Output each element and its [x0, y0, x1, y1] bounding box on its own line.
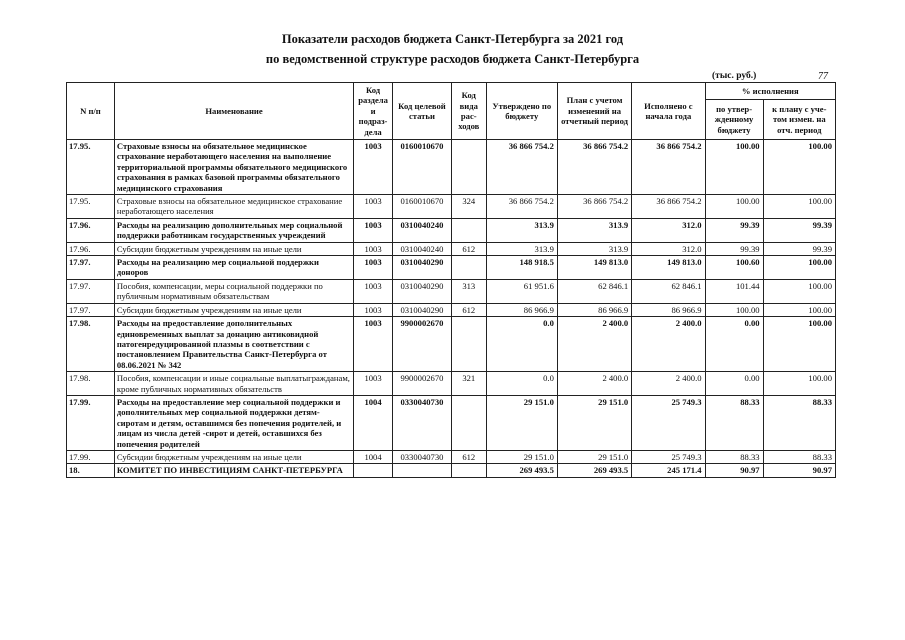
row-target-code: 9900002670: [392, 317, 451, 372]
row-name: Субсидии бюджетным учреждениям на иные цели: [114, 450, 353, 463]
table-row: [67, 279, 836, 303]
row-number: 17.96.: [67, 242, 115, 255]
row-number: 17.99.: [67, 395, 115, 450]
row-approved: 29 151.0: [486, 450, 557, 463]
table-row: [67, 303, 836, 316]
header-name: Наименование: [114, 83, 353, 140]
row-executed: 86 966.9: [632, 303, 705, 316]
row-executed: 62 846.1: [632, 279, 705, 303]
table-row: [67, 195, 836, 219]
row-approved: 36 866 754.2: [486, 195, 557, 219]
row-pct-plan: 100.00: [763, 140, 835, 195]
row-plan: 29 151.0: [557, 450, 631, 463]
row-pct-plan: 99.39: [763, 218, 835, 242]
table-row: [67, 218, 836, 242]
row-executed: 312.0: [632, 218, 705, 242]
row-kind-code: [451, 218, 486, 242]
row-name: Страховые взносы на обязательное медицинское страхование неработающего населения на выполнение территориальной программы обязательного медицинского страхования в рамках базовой программы обязательного медицинского страхования: [114, 140, 353, 195]
row-kind-code: 612: [451, 303, 486, 316]
row-pct-approved: 100.00: [705, 140, 763, 195]
row-name: Расходы на предоставление мер социальной поддержки и дополнительных мер социальной поддержки детям-сиротам и детям, оставшимся без попечения родителей, и лицам из числа детей -сирот и детей, оставшихся без попечения родителей: [114, 395, 353, 450]
table-row: [67, 372, 836, 396]
row-pct-plan: 90.97: [763, 464, 835, 477]
table-row: [67, 395, 836, 450]
row-executed: 245 171.4: [632, 464, 705, 477]
row-target-code: 0330040730: [392, 450, 451, 463]
row-section-code: 1003: [354, 317, 393, 372]
row-pct-approved: 88.33: [705, 395, 763, 450]
table-row: [67, 242, 836, 255]
row-target-code: 0310040240: [392, 218, 451, 242]
row-target-code: 0310040240: [392, 242, 451, 255]
row-executed: 36 866 754.2: [632, 140, 705, 195]
row-pct-plan: 100.00: [763, 317, 835, 372]
row-number: 17.98.: [67, 317, 115, 372]
row-kind-code: [451, 317, 486, 372]
row-name: Пособия, компенсации и иные социальные выплатыгражданам, кроме публичных нормативных обязательств: [114, 372, 353, 396]
row-name: Расходы на предоставление дополнительных единовременных выплат за донацию антиковидной патогенредуцированной плазмы в соответствии с постановлением Правительства Санкт-Петербурга от 08.06.2021 № 342: [114, 317, 353, 372]
header-num: N п/п: [67, 83, 115, 140]
row-pct-plan: 100.00: [763, 279, 835, 303]
row-kind-code: 321: [451, 372, 486, 396]
report-title-line-1: Показатели расходов бюджета Санкт-Петербурга за 2021 год: [281, 32, 624, 46]
row-target-code: 0310040290: [392, 279, 451, 303]
row-pct-approved: 88.33: [705, 450, 763, 463]
row-executed: 25 749.3: [632, 450, 705, 463]
row-approved: 0.0: [486, 372, 557, 396]
row-plan: 62 846.1: [557, 279, 631, 303]
row-pct-approved: 101.44: [705, 279, 763, 303]
row-number: 17.96.: [67, 218, 115, 242]
row-pct-approved: 0.00: [705, 372, 763, 396]
report-title-line-2: по ведомственной структуре расходов бюджета Санкт-Петербурга: [265, 52, 640, 66]
row-section-code: 1003: [354, 195, 393, 219]
header-approved: Утверждено по бюджету: [486, 83, 557, 140]
row-pct-approved: 100.60: [705, 256, 763, 280]
row-pct-plan: 100.00: [763, 195, 835, 219]
row-executed: 2 400.0: [632, 372, 705, 396]
header-executed: Исполнено с начала года: [632, 83, 705, 140]
row-number: 17.98.: [67, 372, 115, 396]
row-number: 18.: [67, 464, 115, 477]
row-approved: 313.9: [486, 218, 557, 242]
row-name: Субсидии бюджетным учреждениям на иные цели: [114, 303, 353, 316]
row-approved: 29 151.0: [486, 395, 557, 450]
row-approved: 86 966.9: [486, 303, 557, 316]
row-kind-code: [451, 395, 486, 450]
row-target-code: 0160010670: [392, 195, 451, 219]
header-target-code: Код целевой статьи: [392, 83, 451, 140]
table-row: [67, 317, 836, 372]
row-pct-approved: 90.97: [705, 464, 763, 477]
row-name: Страховые взносы на обязательное медицинское страхование неработающего населения: [114, 195, 353, 219]
row-number: 17.97.: [67, 279, 115, 303]
row-kind-code: 324: [451, 195, 486, 219]
row-number: 17.95.: [67, 140, 115, 195]
row-approved: 313.9: [486, 242, 557, 255]
table-row: [67, 140, 836, 195]
row-plan: 2 400.0: [557, 317, 631, 372]
row-approved: 0.0: [486, 317, 557, 372]
row-pct-plan: 100.00: [763, 303, 835, 316]
row-target-code: 0330040730: [392, 395, 451, 450]
row-name: Расходы на реализацию дополнительных мер социальной поддержки работникам государственных учреждений: [114, 218, 353, 242]
row-pct-plan: 99.39: [763, 242, 835, 255]
row-number: 17.97.: [67, 256, 115, 280]
row-section-code: 1003: [354, 256, 393, 280]
row-pct-approved: 99.39: [705, 218, 763, 242]
row-plan: 269 493.5: [557, 464, 631, 477]
row-kind-code: 612: [451, 450, 486, 463]
row-executed: 2 400.0: [632, 317, 705, 372]
row-plan: 149 813.0: [557, 256, 631, 280]
row-name: КОМИТЕТ ПО ИНВЕСТИЦИЯМ САНКТ-ПЕТЕРБУРГА: [114, 464, 353, 477]
row-executed: 312.0: [632, 242, 705, 255]
row-executed: 25 749.3: [632, 395, 705, 450]
row-section-code: 1004: [354, 395, 393, 450]
row-pct-approved: 100.00: [705, 303, 763, 316]
row-plan: 36 866 754.2: [557, 195, 631, 219]
expenditure-table: [66, 82, 836, 478]
header-pct-plan: к плану с уче-том измен. на отч. период: [763, 100, 835, 140]
row-section-code: 1003: [354, 279, 393, 303]
header-kind-code: Код вида рас-ходов: [451, 83, 486, 140]
row-kind-code: [451, 464, 486, 477]
row-approved: 36 866 754.2: [486, 140, 557, 195]
row-target-code: 0160010670: [392, 140, 451, 195]
row-plan: 86 966.9: [557, 303, 631, 316]
row-pct-approved: 99.39: [705, 242, 763, 255]
row-plan: 29 151.0: [557, 395, 631, 450]
row-pct-plan: 100.00: [763, 372, 835, 396]
row-target-code: 9900002670: [392, 372, 451, 396]
row-number: 17.97.: [67, 303, 115, 316]
row-approved: 61 951.6: [486, 279, 557, 303]
row-target-code: 0310040290: [392, 256, 451, 280]
row-section-code: 1003: [354, 140, 393, 195]
row-executed: 149 813.0: [632, 256, 705, 280]
row-name: Пособия, компенсации, меры социальной поддержки по публичным нормативным обязательствам: [114, 279, 353, 303]
table-row: [67, 256, 836, 280]
row-plan: 313.9: [557, 242, 631, 255]
row-kind-code: [451, 140, 486, 195]
row-section-code: 1003: [354, 372, 393, 396]
row-number: 17.99.: [67, 450, 115, 463]
row-target-code: [392, 464, 451, 477]
row-pct-approved: 100.00: [705, 195, 763, 219]
page-number: 77: [818, 71, 828, 82]
row-approved: 148 918.5: [486, 256, 557, 280]
row-approved: 269 493.5: [486, 464, 557, 477]
row-name: Расходы на реализацию мер социальной поддержки доноров: [114, 256, 353, 280]
row-plan: 313.9: [557, 218, 631, 242]
row-section-code: 1003: [354, 218, 393, 242]
table-row: [67, 464, 836, 477]
row-target-code: 0310040290: [392, 303, 451, 316]
row-section-code: 1003: [354, 242, 393, 255]
row-executed: 36 866 754.2: [632, 195, 705, 219]
header-section-code: Код раздела и подраз-дела: [354, 83, 393, 140]
row-pct-approved: 0.00: [705, 317, 763, 372]
row-section-code: [354, 464, 393, 477]
row-kind-code: 313: [451, 279, 486, 303]
row-pct-plan: 88.33: [763, 450, 835, 463]
row-plan: 2 400.0: [557, 372, 631, 396]
row-pct-plan: 100.00: [763, 256, 835, 280]
table-row: [67, 450, 836, 463]
row-kind-code: 612: [451, 242, 486, 255]
header-pct-execution: % исполнения: [705, 83, 835, 100]
units-label: (тыс. руб.): [712, 71, 757, 81]
row-plan: 36 866 754.2: [557, 140, 631, 195]
row-section-code: 1003: [354, 303, 393, 316]
header-pct-approved: по утвер-жденному бюджету: [705, 100, 763, 140]
row-number: 17.95.: [67, 195, 115, 219]
row-name: Субсидии бюджетным учреждениям на иные цели: [114, 242, 353, 255]
row-kind-code: [451, 256, 486, 280]
row-pct-plan: 88.33: [763, 395, 835, 450]
header-plan: План с учетом изменений на отчетный период: [557, 83, 631, 140]
row-section-code: 1004: [354, 450, 393, 463]
